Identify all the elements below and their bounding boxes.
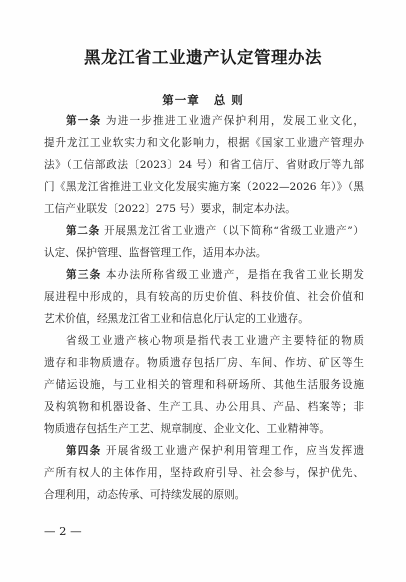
paragraph-line: 认定、保护管理、监督管理工作，适用本办法。	[44, 247, 267, 259]
document-body	[44, 110, 364, 506]
article-label: 第四条	[66, 445, 102, 457]
chapter-number: 第一章	[162, 93, 200, 107]
paragraph-line: 开展省级工业遗产保护利用管理工作，应当发挥遗	[105, 445, 364, 457]
article-label: 第一条	[66, 115, 102, 127]
paragraph-line: 省级工业遗产核心物项是指代表工业遗产主要特征的物质	[66, 335, 364, 347]
document-title: 黑龙江省工业遗产认定管理办法	[84, 48, 322, 67]
paragraph-line: 产储运设施，与工业相关的管理和科研场所、其他生活服务设施	[44, 379, 364, 391]
chapter-name: 总 则	[213, 93, 244, 107]
chapter-heading	[0, 92, 406, 108]
paragraph-line: 法》（工信部政法〔2023〕24 号）和省工信厅、省财政厅等九部	[44, 159, 364, 171]
paragraph-line: 工信产业联发〔2022〕275 号）要求，制定本办法。	[44, 203, 296, 215]
paragraph-line: 提升龙江工业软实力和文化影响力，根据《国家工业遗产管理办	[44, 137, 364, 149]
page-number: — 2 —	[44, 524, 82, 538]
paragraph-line: 开展黑龙江省工业遗产（以下简称“省级工业遗产”）	[103, 225, 364, 237]
paragraph-line: 艺术价值，经黑龙江省工业和信息化厅认定的工业遗存。	[44, 313, 309, 325]
article-3	[44, 264, 364, 330]
article-label: 第三条	[66, 269, 102, 281]
paragraph-line: 遗存和非物质遗存。物质遗存包括厂房、车间、作坊、矿区等生	[44, 357, 364, 369]
paragraph-line: 产所有权人的主体作用，坚持政府引导、社会参与，保护优先、	[44, 467, 364, 479]
article-2	[44, 220, 364, 264]
paragraph-line: 为进一步推进工业遗产保护利用，发展工业文化，	[105, 115, 364, 127]
paragraph-line: 本办法所称省级工业遗产，是指在我省工业长期发	[105, 269, 364, 281]
article-4	[44, 440, 364, 506]
paragraph-line: 及构筑物和机器设备、生产工具、办公用具、产品、档案等；非	[44, 401, 364, 413]
article-1	[44, 110, 364, 220]
paragraph-line: 物质遗存包括生产工艺、规章制度、企业文化、工业精神等。	[44, 423, 331, 435]
paragraph-line: 合理利用，动态传承、可持续发展的原则。	[44, 489, 246, 501]
paragraph-line: 展进程中形成的，具有较高的历史价值、科技价值、社会价值和	[44, 291, 364, 303]
article-3-paragraph-2	[44, 330, 364, 440]
paragraph-line: 门《黑龙江省推进工业文化发展实施方案（2022—2026 年）》（黑	[44, 181, 364, 193]
article-label: 第二条	[66, 225, 100, 237]
